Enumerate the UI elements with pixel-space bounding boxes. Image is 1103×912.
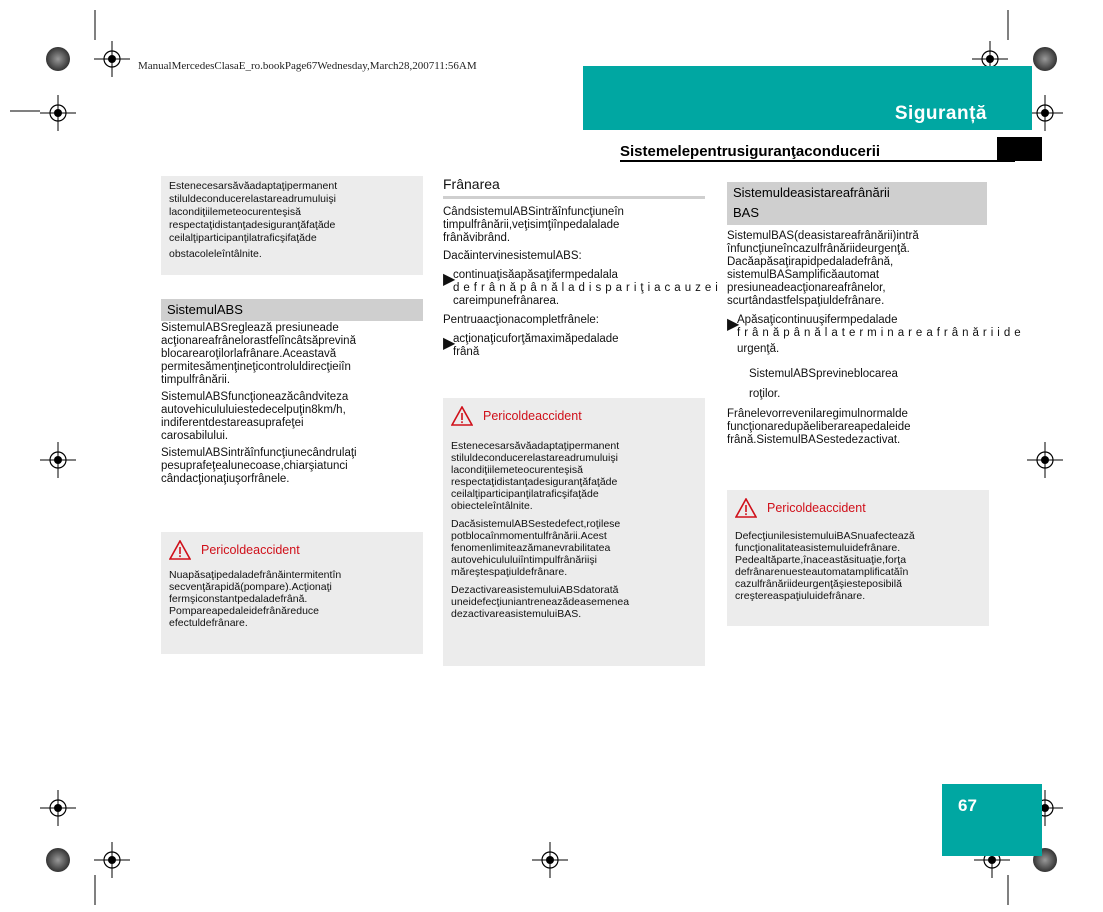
bullet-line: frână (453, 346, 480, 358)
bas-line: presiuneadeacţionareafrânelor, (727, 282, 886, 294)
intro-line: lacondiţiilemeteocurenteşisă (169, 206, 301, 218)
bullet-arrow-icon: ▶ (443, 335, 456, 352)
warning-title: Pericoldeaccident (201, 543, 300, 557)
warning-line: autovehicululuiîntimpulfrânăriişi (451, 554, 597, 566)
bullet-line: careimpunefrânarea. (453, 295, 560, 307)
intro-note-box (161, 176, 423, 275)
warning-body (735, 530, 981, 602)
abs-paragraph-3 (161, 447, 426, 486)
warning-line: creştereaspaţiuluidefrânare. (735, 590, 866, 602)
warning-paragraph (451, 440, 697, 512)
bullet-line: acţionaţicuforţămaximăpedalade (453, 333, 619, 345)
bullet-line: defrânăpânăladispariţiacauzei (453, 282, 722, 294)
abs-line: SistemulABSintrăînfuncţiunecândrulaţi (161, 447, 357, 459)
section-title: Siguranță (894, 103, 987, 124)
warning-title: Pericoldeaccident (767, 501, 866, 515)
braking-line: timpulfrânării,veţisimţiînpedalalade (443, 219, 620, 231)
bas-bullet (727, 314, 1025, 356)
subtitle-underline (620, 160, 1015, 162)
warning-line: Pedealtăparte,înaceastăsituaţie,forţa (735, 554, 907, 566)
warning-body (169, 569, 415, 629)
warning-line: potblocaînmomentulfrânării.Acest (451, 530, 607, 542)
bullet-arrow-icon: ▶ (443, 271, 456, 288)
abs-paragraph-1 (161, 322, 426, 387)
page-number-tab (942, 784, 1042, 856)
bas-line: funcţionaredupăeliberareapedaleide (727, 421, 911, 433)
bas-line: Frânelevorrevenilaregimulnormalde (727, 408, 908, 420)
braking-paragraph-1 (443, 206, 733, 245)
braking-line: CândsistemulABSintrăînfuncţiuneîn (443, 206, 624, 218)
intro-line: stiluldeconducerelastareadrumuluişi (169, 193, 336, 205)
abs-heading: SistemulABS (161, 299, 423, 321)
page-subtitle: Sistemelepentrusiguranţaconducerii (620, 143, 881, 160)
bas-text (727, 230, 1025, 447)
warning-line: efectuldefrânare. (169, 617, 248, 629)
intro-line: Estenecesarsăvăadaptaţipermanent (169, 180, 338, 192)
bas-note-line: SistemulABSprevineblocarea (749, 368, 898, 380)
warning-line: defrânarenuesteautomatamplificatăîn (735, 566, 909, 578)
warning-header (169, 540, 415, 560)
warning-box-braking (443, 398, 705, 666)
warning-body (451, 440, 697, 620)
abs-text (161, 322, 426, 486)
bas-heading-line: Sistemuldeasistareafrânării (733, 185, 890, 200)
abs-line: autovehicululuiestedecelpuţin8km/h, (161, 404, 346, 416)
warning-line: DefecţiunilesistemuluiBASnuafectează (735, 530, 915, 542)
bas-paragraph-2 (727, 408, 1017, 447)
bullet-line: frânăpânălaterminareafrânăriide (737, 327, 1025, 339)
bas-line: sistemulBASamplificăautomat (727, 269, 880, 281)
warning-line: DezactivareasistemuluiABSdatorată (451, 584, 619, 596)
warning-line: respectaţidistanţadesiguranţăfaţăde (451, 476, 618, 488)
bullet-line: continuaţisăapăsaţifermpedalala (453, 269, 618, 281)
bas-note-line: roţilor. (749, 388, 781, 400)
warning-title: Pericoldeaccident (483, 409, 582, 423)
bas-paragraph-1 (727, 230, 1017, 308)
warning-triangle-icon (169, 540, 191, 560)
warning-paragraph (451, 584, 697, 620)
warning-line: cazulfrânăriideurgenţăşiesteposibilă (735, 578, 902, 590)
abs-line: pesuprafeţealunecoase,chiarşiatunci (161, 460, 348, 472)
braking-line: frânăvibrând. (443, 232, 511, 244)
braking-text (443, 206, 733, 359)
warning-line: uneidefecţiuniantreneazădeasemenea (451, 596, 630, 608)
bas-line: scurtândastfelspaţiuldefrânare. (727, 295, 885, 307)
warning-line: obiecteleîntâlnite. (451, 500, 533, 512)
abs-paragraph-2 (161, 391, 426, 443)
abs-line: acţionareafrânelorastfelîncâtsăprevină (161, 335, 356, 347)
braking-paragraph-3: Pentruaacţionacompletfrânele: (443, 314, 599, 326)
warning-line: fermşiconstantpedaladefrână. (169, 593, 308, 605)
bas-line: SistemulBAS(deasistareafrânării)intră (727, 230, 919, 242)
intro-line: ceilalţiparticipanţilatraficşifaţăde (169, 232, 317, 244)
braking-bullet-1 (443, 269, 733, 308)
warning-line: secvenţărapidă(pompare).Acţionaţi (169, 581, 332, 593)
abs-line: blocarearoţilorlafrânare.Aceastavă (161, 348, 337, 360)
warning-line: stiluldeconducerelastareadrumuluişi (451, 452, 618, 464)
abs-line: indiferentdestareasuprafeţei (161, 417, 304, 429)
warning-line: DacăsistemulABSestedefect,roţilese (451, 518, 621, 530)
file-header-line: ManualMercedesClasaE_ro.bookPage67Wednesday,March28,200711:56AM (138, 60, 477, 72)
abs-line: SistemulABSreglează presiuneade (161, 322, 339, 334)
bullet-line: Apăsaţicontinuuşifermpedalade (737, 314, 898, 326)
abs-line: permitesămenţineţicontroluldirecţieiîn (161, 361, 351, 373)
warning-line: Estenecesarsăvăadaptaţipermanent (451, 440, 620, 452)
abs-line: timpulfrânării. (161, 374, 231, 386)
bas-line: Dacăapăsaţirapidpedaladefrână, (727, 256, 894, 268)
braking-bullet-2 (443, 333, 733, 359)
warning-paragraph (451, 518, 697, 578)
bas-heading-line: BAS (733, 205, 760, 220)
bas-note (727, 364, 1017, 404)
braking-heading: Frânarea (443, 176, 500, 192)
bullet-line: urgenţă. (737, 343, 780, 355)
intro-line: obstacoleleîntâlnite. (169, 248, 262, 260)
page-number: 67 (958, 796, 977, 815)
abs-line: SistemulABSfuncţioneazăcândviteza (161, 391, 349, 403)
warning-line: Nuapăsaţipedaladefrânăintermitentîn (169, 569, 342, 581)
warning-header (451, 406, 697, 426)
warning-box-abs (161, 532, 423, 654)
intro-line: respectaţidistanţadesiguranţăfaţăde (169, 219, 336, 231)
warning-header (735, 498, 981, 518)
abs-line: cândacţionaţiuşorfrânele. (161, 473, 290, 485)
bas-line: frână.SistemulBASestedezactivat. (727, 434, 901, 446)
bullet-arrow-icon: ▶ (727, 316, 740, 333)
warning-triangle-icon (451, 406, 473, 426)
braking-heading-rule (443, 196, 705, 199)
thumb-index-block (997, 137, 1042, 161)
braking-paragraph-2: DacăintervinesistemulABS: (443, 250, 582, 262)
warning-line: funcţionalitateasistemuluidefrânare. (735, 542, 901, 554)
warning-line: fenomenlimiteazămanevrabilitatea (451, 542, 611, 554)
warning-line: dezactivareasistemuluiBAS. (451, 608, 582, 620)
warning-line: ceilalţiparticipanţilatraficşifaţăde (451, 488, 599, 500)
abs-line: carosabilului. (161, 430, 229, 442)
warning-triangle-icon (735, 498, 757, 518)
warning-box-bas (727, 490, 989, 626)
warning-line: Pompareapedaleidefrânăreduce (169, 605, 320, 617)
warning-line: măreştespaţiuldefrânare. (451, 566, 568, 578)
warning-line: lacondiţiilemeteocurenteşisă (451, 464, 583, 476)
bas-line: înfuncţiuneîncazulfrânăriideurgenţă. (727, 243, 910, 255)
bas-heading (727, 182, 987, 225)
